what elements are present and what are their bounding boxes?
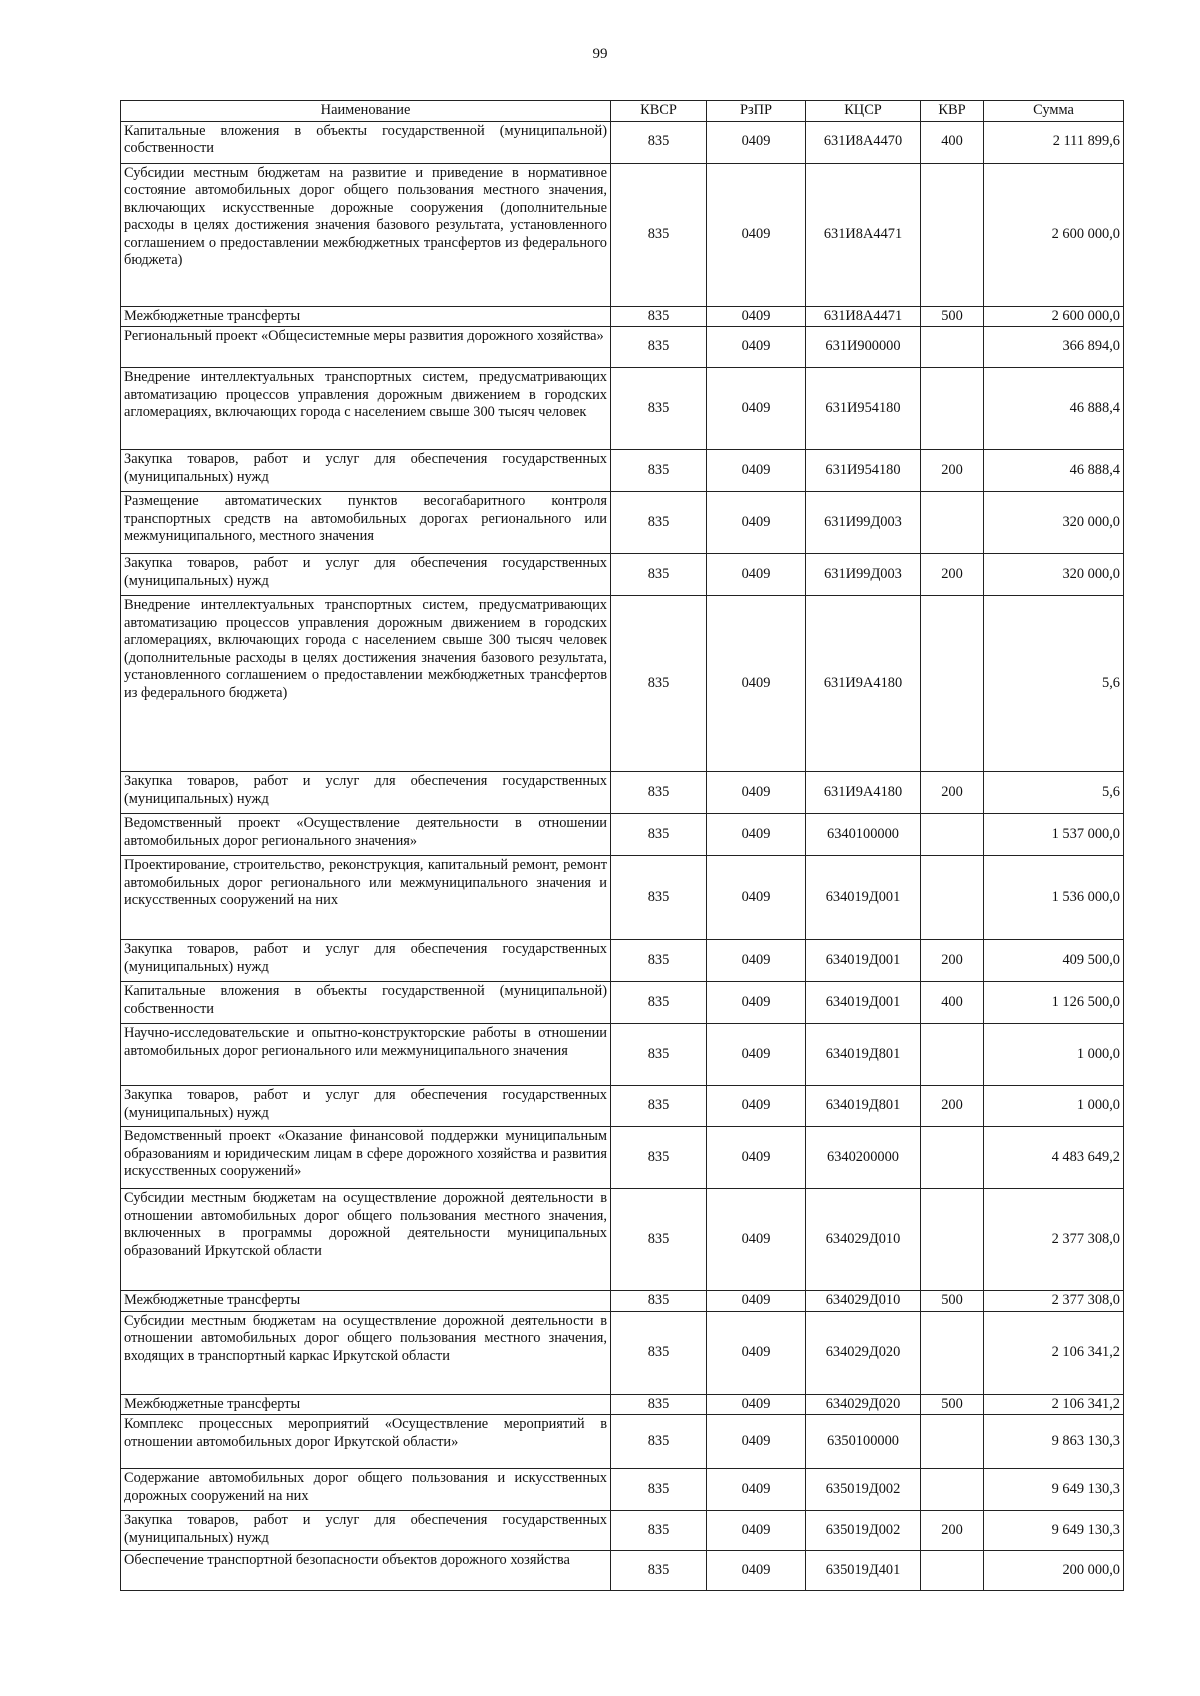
- cell-kvr: 400: [921, 982, 984, 1024]
- cell-kvsr: 835: [611, 940, 707, 982]
- cell-sum: 2 111 899,6: [984, 121, 1124, 163]
- cell-name: Закупка товаров, работ и услуг для обеспечения государственных (муниципальных) нужд: [121, 554, 611, 596]
- cell-name: Закупка товаров, работ и услуг для обеспечения государственных (муниципальных) нужд: [121, 1086, 611, 1127]
- cell-kcsr: 635019Д401: [806, 1551, 921, 1591]
- cell-kvsr: 835: [611, 1415, 707, 1469]
- cell-name: Научно-исследовательские и опытно-конструкторские работы в отношении автомобильных дорог регионального или межмуниципального значения: [121, 1024, 611, 1086]
- cell-kvr: [921, 327, 984, 368]
- cell-name: Размещение автоматических пунктов весогабаритного контроля транспортных средств на автомобильных дорогах регионального или межмуниципального, местного значения: [121, 492, 611, 554]
- cell-kvsr: 835: [611, 492, 707, 554]
- cell-sum: 1 000,0: [984, 1024, 1124, 1086]
- cell-sum: 1 537 000,0: [984, 814, 1124, 856]
- cell-kcsr: 634019Д801: [806, 1024, 921, 1086]
- cell-name: Межбюджетные трансферты: [121, 1394, 611, 1415]
- cell-rzpr: 0409: [707, 1311, 806, 1394]
- cell-kcsr: 634029Д010: [806, 1189, 921, 1291]
- cell-kcsr: 631И8А4471: [806, 163, 921, 306]
- cell-kvsr: 835: [611, 1127, 707, 1189]
- table-row: [121, 450, 1124, 492]
- table-row: [121, 368, 1124, 450]
- table-row: [121, 492, 1124, 554]
- cell-kvr: [921, 492, 984, 554]
- table-row: [121, 1127, 1124, 1189]
- cell-rzpr: 0409: [707, 450, 806, 492]
- cell-sum: 5,6: [984, 596, 1124, 772]
- table-row: [121, 163, 1124, 306]
- cell-kvr: [921, 1189, 984, 1291]
- cell-kvr: 200: [921, 1086, 984, 1127]
- cell-rzpr: 0409: [707, 1511, 806, 1551]
- cell-kvr: [921, 1415, 984, 1469]
- cell-kvr: [921, 163, 984, 306]
- cell-sum: 2 600 000,0: [984, 163, 1124, 306]
- cell-name: Закупка товаров, работ и услуг для обеспечения государственных (муниципальных) нужд: [121, 450, 611, 492]
- cell-sum: 409 500,0: [984, 940, 1124, 982]
- table-row: [121, 554, 1124, 596]
- cell-kcsr: 634029Д010: [806, 1291, 921, 1312]
- cell-kcsr: 634019Д001: [806, 982, 921, 1024]
- cell-kvsr: 835: [611, 856, 707, 940]
- cell-name: Комплекс процессных мероприятий «Осуществление мероприятий в отношении автомобильных дорог Иркутской области»: [121, 1415, 611, 1469]
- cell-kcsr: 631И9А4180: [806, 596, 921, 772]
- cell-kvsr: 835: [611, 1511, 707, 1551]
- table-row: [121, 1394, 1124, 1415]
- cell-kvr: 200: [921, 1511, 984, 1551]
- cell-sum: 320 000,0: [984, 492, 1124, 554]
- cell-sum: 2 106 341,2: [984, 1311, 1124, 1394]
- cell-kvsr: 835: [611, 1469, 707, 1511]
- cell-kcsr: 634029Д020: [806, 1394, 921, 1415]
- page-number: 99: [592, 46, 608, 62]
- cell-sum: 2 377 308,0: [984, 1189, 1124, 1291]
- budget-table: [120, 100, 1124, 1591]
- cell-name: Субсидии местным бюджетам на осуществление дорожной деятельности в отношении автомобильных дорог общего пользования местного значения, включенных в программы дорожной деятельности муниципальных образований Иркутской области: [121, 1189, 611, 1291]
- cell-rzpr: 0409: [707, 772, 806, 814]
- table-row: [121, 1415, 1124, 1469]
- cell-rzpr: 0409: [707, 163, 806, 306]
- cell-name: Ведомственный проект «Осуществление деятельности в отношении автомобильных дорог регионального значения»: [121, 814, 611, 856]
- cell-kvr: [921, 814, 984, 856]
- cell-kcsr: 631И954180: [806, 450, 921, 492]
- cell-kcsr: 631И900000: [806, 327, 921, 368]
- cell-rzpr: 0409: [707, 306, 806, 327]
- cell-kcsr: 6340100000: [806, 814, 921, 856]
- table-body: [121, 121, 1124, 1591]
- cell-kvsr: 835: [611, 306, 707, 327]
- cell-kvsr: 835: [611, 596, 707, 772]
- cell-kcsr: 631И99Д003: [806, 492, 921, 554]
- cell-sum: 2 106 341,2: [984, 1394, 1124, 1415]
- cell-kvr: 200: [921, 554, 984, 596]
- table-row: [121, 327, 1124, 368]
- cell-sum: 1 536 000,0: [984, 856, 1124, 940]
- table-row: [121, 1086, 1124, 1127]
- cell-name: Межбюджетные трансферты: [121, 306, 611, 327]
- cell-kvsr: 835: [611, 1311, 707, 1394]
- cell-kvr: [921, 1469, 984, 1511]
- cell-kvsr: 835: [611, 450, 707, 492]
- cell-rzpr: 0409: [707, 1127, 806, 1189]
- cell-kvsr: 835: [611, 1189, 707, 1291]
- table-row: [121, 982, 1124, 1024]
- cell-kvr: 500: [921, 1394, 984, 1415]
- cell-rzpr: 0409: [707, 1469, 806, 1511]
- cell-kvr: [921, 1311, 984, 1394]
- header-name: Наименование: [121, 101, 611, 122]
- cell-kvr: [921, 1024, 984, 1086]
- cell-rzpr: 0409: [707, 1291, 806, 1312]
- cell-kvr: 500: [921, 1291, 984, 1312]
- table-row: [121, 1469, 1124, 1511]
- cell-rzpr: 0409: [707, 554, 806, 596]
- header-kvsr: КВСР: [611, 101, 707, 122]
- cell-sum: 2 377 308,0: [984, 1291, 1124, 1312]
- cell-sum: 9 649 130,3: [984, 1511, 1124, 1551]
- cell-kvsr: 835: [611, 1291, 707, 1312]
- cell-name: Закупка товаров, работ и услуг для обеспечения государственных (муниципальных) нужд: [121, 940, 611, 982]
- cell-name: Закупка товаров, работ и услуг для обеспечения государственных (муниципальных) нужд: [121, 772, 611, 814]
- cell-kcsr: 634019Д001: [806, 940, 921, 982]
- cell-kcsr: 6350100000: [806, 1415, 921, 1469]
- cell-kvsr: 835: [611, 1551, 707, 1591]
- cell-kcsr: 634019Д801: [806, 1086, 921, 1127]
- cell-name: Внедрение интеллектуальных транспортных систем, предусматривающих автоматизацию процессов управления дорожным движением в городских агломерациях, включающих города с населением свыше 300 тысяч человек (дополнительные расходы в целях достижения значения базового результата, установленного соглашением о предоставлении межбюджетных трансфертов из федерального бюджета): [121, 596, 611, 772]
- cell-rzpr: 0409: [707, 596, 806, 772]
- cell-kvsr: 835: [611, 1086, 707, 1127]
- table-row: [121, 940, 1124, 982]
- table-row: [121, 1291, 1124, 1312]
- cell-kvsr: 835: [611, 163, 707, 306]
- table-row: [121, 772, 1124, 814]
- cell-kvsr: 835: [611, 368, 707, 450]
- cell-kvr: 200: [921, 772, 984, 814]
- cell-kvr: 400: [921, 121, 984, 163]
- cell-kvr: [921, 856, 984, 940]
- cell-sum: 46 888,4: [984, 368, 1124, 450]
- cell-kvr: 200: [921, 940, 984, 982]
- cell-rzpr: 0409: [707, 940, 806, 982]
- cell-name: Субсидии местным бюджетам на осуществление дорожной деятельности в отношении автомобильных дорог общего пользования местного значения, входящих в транспортный каркас Иркутской области: [121, 1311, 611, 1394]
- table-row: [121, 1311, 1124, 1394]
- cell-sum: 5,6: [984, 772, 1124, 814]
- cell-kvsr: 835: [611, 772, 707, 814]
- cell-rzpr: 0409: [707, 982, 806, 1024]
- cell-rzpr: 0409: [707, 368, 806, 450]
- cell-kcsr: 6340200000: [806, 1127, 921, 1189]
- cell-name: Содержание автомобильных дорог общего пользования и искусственных дорожных сооружений на них: [121, 1469, 611, 1511]
- cell-kvr: [921, 1127, 984, 1189]
- cell-rzpr: 0409: [707, 856, 806, 940]
- cell-sum: 1 000,0: [984, 1086, 1124, 1127]
- table-row: [121, 1551, 1124, 1591]
- cell-rzpr: 0409: [707, 1189, 806, 1291]
- table-row: [121, 1189, 1124, 1291]
- cell-kcsr: 631И99Д003: [806, 554, 921, 596]
- cell-kvsr: 835: [611, 121, 707, 163]
- cell-name: Проектирование, строительство, реконструкция, капитальный ремонт, ремонт автомобильных дорог регионального или межмуниципального значения и искусственных сооружений на них: [121, 856, 611, 940]
- header-rzpr: РзПР: [707, 101, 806, 122]
- cell-rzpr: 0409: [707, 814, 806, 856]
- cell-kcsr: 631И8А4471: [806, 306, 921, 327]
- cell-rzpr: 0409: [707, 1394, 806, 1415]
- cell-sum: 9 863 130,3: [984, 1415, 1124, 1469]
- cell-kcsr: 634019Д001: [806, 856, 921, 940]
- table-header-row: [121, 101, 1124, 122]
- table-row: [121, 306, 1124, 327]
- cell-rzpr: 0409: [707, 1086, 806, 1127]
- cell-sum: 4 483 649,2: [984, 1127, 1124, 1189]
- cell-rzpr: 0409: [707, 1024, 806, 1086]
- cell-rzpr: 0409: [707, 1551, 806, 1591]
- header-kvr: КВР: [921, 101, 984, 122]
- cell-name: Закупка товаров, работ и услуг для обеспечения государственных (муниципальных) нужд: [121, 1511, 611, 1551]
- cell-kvr: [921, 596, 984, 772]
- cell-kcsr: 635019Д002: [806, 1469, 921, 1511]
- table-row: [121, 596, 1124, 772]
- header-sum: Сумма: [984, 101, 1124, 122]
- cell-rzpr: 0409: [707, 121, 806, 163]
- cell-kvr: 500: [921, 306, 984, 327]
- cell-sum: 9 649 130,3: [984, 1469, 1124, 1511]
- cell-name: Капитальные вложения в объекты государственной (муниципальной) собственности: [121, 982, 611, 1024]
- cell-kcsr: 631И9А4180: [806, 772, 921, 814]
- table-row: [121, 1024, 1124, 1086]
- cell-kcsr: 635019Д002: [806, 1511, 921, 1551]
- cell-kcsr: 631И954180: [806, 368, 921, 450]
- cell-rzpr: 0409: [707, 1415, 806, 1469]
- cell-name: Обеспечение транспортной безопасности объектов дорожного хозяйства: [121, 1551, 611, 1591]
- cell-rzpr: 0409: [707, 327, 806, 368]
- cell-kvr: [921, 368, 984, 450]
- cell-name: Межбюджетные трансферты: [121, 1291, 611, 1312]
- cell-name: Внедрение интеллектуальных транспортных систем, предусматривающих автоматизацию процессов управления дорожным движением в городских агломерациях, включающих города с населением свыше 300 тысяч человек: [121, 368, 611, 450]
- cell-sum: 366 894,0: [984, 327, 1124, 368]
- cell-kvsr: 835: [611, 814, 707, 856]
- cell-name: Субсидии местным бюджетам на развитие и приведение в нормативное состояние автомобильных дорог общего пользования местного значения, включающих искусственные дорожные сооружения (дополнительные расходы в целях достижения значения базового результата, установленного соглашением о предоставлении межбюджетных трансфертов из федерального бюджета): [121, 163, 611, 306]
- cell-name: Капитальные вложения в объекты государственной (муниципальной) собственности: [121, 121, 611, 163]
- cell-kvsr: 835: [611, 1394, 707, 1415]
- table-row: [121, 121, 1124, 163]
- table-row: [121, 1511, 1124, 1551]
- cell-kcsr: 631И8А4470: [806, 121, 921, 163]
- cell-kvsr: 835: [611, 554, 707, 596]
- table-row: [121, 856, 1124, 940]
- cell-name: Региональный проект «Общесистемные меры развития дорожного хозяйства»: [121, 327, 611, 368]
- cell-kcsr: 634029Д020: [806, 1311, 921, 1394]
- cell-kvr: 200: [921, 450, 984, 492]
- cell-sum: 46 888,4: [984, 450, 1124, 492]
- cell-kvsr: 835: [611, 1024, 707, 1086]
- table-row: [121, 814, 1124, 856]
- cell-sum: 200 000,0: [984, 1551, 1124, 1591]
- cell-kvr: [921, 1551, 984, 1591]
- cell-sum: 1 126 500,0: [984, 982, 1124, 1024]
- cell-kvsr: 835: [611, 327, 707, 368]
- cell-kvsr: 835: [611, 982, 707, 1024]
- cell-sum: 320 000,0: [984, 554, 1124, 596]
- header-kcsr: КЦСР: [806, 101, 921, 122]
- cell-name: Ведомственный проект «Оказание финансовой поддержки муниципальным образованиям и юридическим лицам в сфере дорожного хозяйства и развития искусственных сооружений»: [121, 1127, 611, 1189]
- cell-sum: 2 600 000,0: [984, 306, 1124, 327]
- cell-rzpr: 0409: [707, 492, 806, 554]
